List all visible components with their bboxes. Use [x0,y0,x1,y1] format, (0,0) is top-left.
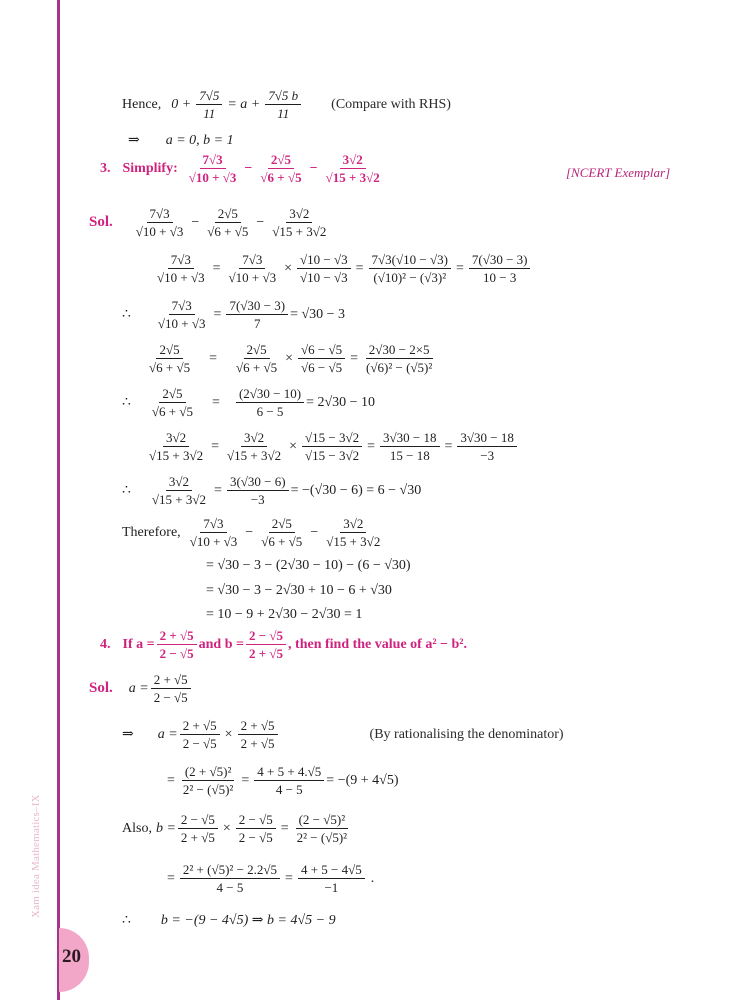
page-number: 20 [62,946,81,967]
step-line: = √30 − 3 − 2√30 + 10 − 6 + √30 [206,583,392,598]
expr-text: b = [155,820,176,836]
question-number: 3. [100,160,111,176]
fraction [323,152,383,185]
fraction [236,812,276,845]
denominator: √15 + 3√2 [326,534,381,549]
result-text: b = −(9 − 4√5) ⇒ b = 4√5 − 9 [160,913,336,928]
book-title-label: Xam idea Mathematics–IX [30,794,42,918]
denominator: √6 − √5 [301,360,343,375]
numerator: 4 + 5 + 4.√5 [254,764,324,781]
operator: × [285,350,294,366]
also-label: Also, [122,820,152,836]
numerator: 3√2 [241,430,267,447]
therefore-line [122,516,385,549]
fraction [178,812,218,845]
fraction [180,718,220,751]
denominator: √10 + √3 [157,316,206,331]
fraction [363,342,435,375]
solution-4-line1 [89,672,193,705]
numerator: 2√5 [215,206,241,223]
question-text: If a = [122,636,155,652]
denominator: √15 + 3√2 [227,448,282,463]
numerator: 3√2 [340,152,366,169]
denominator: −1 [324,880,339,895]
operator: = [355,260,364,276]
numerator: 3√30 − 18 [457,430,516,447]
operator: = [211,438,220,454]
numerator: 2√5 [156,342,182,359]
operator: = [209,350,218,366]
fraction [457,430,516,463]
solution-3-line6 [144,430,519,463]
implies-arrow: ⇒ [128,133,140,148]
fraction [186,152,240,185]
result-text: = −(9 + 4√5) [326,772,399,788]
denominator: 2 − √5 [238,830,273,845]
fraction [298,862,365,895]
implies-arrow: ⇒ [122,727,134,742]
numerator: √15 − 3√2 [302,430,362,447]
operator: = [455,260,464,276]
fraction [323,516,383,549]
numerator: 7√3 [169,298,195,315]
hence-line [122,88,451,121]
operator: = [444,438,453,454]
operator: × [222,820,231,836]
denominator: (√6)² − (√5)² [366,360,433,375]
minus-sign: − [309,160,318,176]
solution-3-line4 [144,342,437,375]
denominator: √15 + 3√2 [149,448,204,463]
question-4 [100,628,467,661]
numerator: 3√2 [163,430,189,447]
minus-sign: − [244,160,253,176]
operator: − [256,214,265,230]
fraction [151,672,191,705]
denominator: 4 − 5 [216,880,244,895]
solution-4-line6 [122,912,336,929]
operator: − [310,524,319,540]
fraction [227,474,289,507]
denominator: 2 − √5 [182,736,217,751]
operator: × [289,438,298,454]
operator: − [191,214,200,230]
question-number: 4. [100,636,111,652]
numerator: 2 + √5 [151,672,191,689]
operator: = [167,870,175,886]
denominator: √10 + √3 [188,170,237,185]
numerator: 3(√30 − 6) [227,474,289,491]
fraction [149,474,209,507]
denominator: √15 + 3√2 [325,170,380,185]
expr-text: a = [128,680,149,696]
numerator: 2 − √5 [236,812,276,829]
denominator: 2 − √5 [159,646,194,661]
therefore-symbol: ∴ [122,307,131,322]
therefore-label: Therefore, [122,524,181,540]
operator: = [167,772,175,788]
solution-3-line5 [122,386,375,419]
question-label: Simplify: [122,160,178,176]
result-text: = 2√30 − 10 [306,394,376,410]
numerator: 2 + √5 [157,628,197,645]
denominator: √10 + √3 [157,270,205,285]
fraction [226,252,280,285]
ncert-reference: [NCERT Exemplar] [566,165,671,180]
question-text: and b = [198,636,244,652]
therefore-symbol: ∴ [122,913,131,928]
numerator: 2√5 [268,152,294,169]
solution-label: Sol. [89,680,113,696]
fraction [187,516,241,549]
question-text: , then find the value of a² − b². [288,636,467,652]
numerator: 7√3 [239,252,265,269]
fraction [265,88,301,121]
operator: − [245,524,254,540]
result-text: = √30 − 3 [290,306,346,322]
denominator: √6 + √5 [207,224,249,239]
denominator: √6 + √5 [236,360,278,375]
operator: = [285,870,293,886]
fraction [180,764,236,797]
numerator: 3√2 [166,474,192,491]
numerator: 7√3 [168,252,194,269]
fraction [258,516,305,549]
fraction [154,252,208,285]
denominator: 11 [203,106,216,121]
numerator: 3√30 − 18 [380,430,439,447]
therefore-symbol: ∴ [122,395,131,410]
denominator: (√10)² − (√3)² [373,270,447,285]
numerator: 2 − √5 [246,628,286,645]
numerator: 7(√30 − 3) [226,298,288,315]
numerator: √6 − √5 [298,342,345,359]
step-line: = 10 − 9 + 2√30 − 2√30 = 1 [206,607,363,622]
question-3 [100,152,385,185]
numerator: 2² + (√5)² − 2.2√5 [180,862,280,879]
numerator: 7√5 [196,88,222,105]
therefore-symbol: ∴ [122,483,131,498]
denominator: √10 + √3 [189,534,238,549]
fraction [298,342,345,375]
denominator: 4 − 5 [275,782,303,797]
numerator: 2√5 [159,386,185,403]
fraction [297,252,351,285]
solution-label: Sol. [89,214,113,230]
fraction [294,812,350,845]
expr-text: a = [157,726,178,742]
numerator: 2√5 [269,516,295,533]
denominator: 11 [277,106,290,121]
hence-label: Hence, [122,96,162,112]
numerator: 7√3 [147,206,173,223]
numerator: 7√3 [200,516,226,533]
operator: = [212,394,220,410]
numerator: 2√5 [244,342,270,359]
denominator: √6 + √5 [261,534,303,549]
implies-line [128,132,234,149]
numerator: 2 − √5 [178,812,218,829]
numerator: 2 + √5 [180,718,220,735]
fraction [157,628,197,661]
fraction [254,764,324,797]
denominator: √10 − √3 [300,270,348,285]
denominator: 6 − 5 [256,404,284,419]
fraction [238,718,278,751]
fraction [204,206,251,239]
numerator: 7√3(√10 − √3) [369,252,451,269]
fraction [269,206,329,239]
numerator: 7√5 b [265,88,301,105]
fraction [226,298,288,331]
denominator: 2 − √5 [153,690,188,705]
operator: = [280,820,289,836]
denominator: −3 [480,448,495,463]
fraction [380,430,439,463]
denominator: √15 + 3√2 [151,492,207,507]
fraction [257,152,304,185]
operator: × [224,726,233,742]
expr-text: 0 + [171,96,192,112]
operator: = [367,438,376,454]
numerator: √10 − √3 [297,252,351,269]
denominator: 2 + √5 [248,646,284,661]
solution-3-line7 [122,474,421,507]
solution-4-line3 [164,764,399,797]
denominator: 2 + √5 [180,830,215,845]
numerator: 3√2 [340,516,366,533]
solution-3-line2 [152,252,532,285]
fraction [180,862,280,895]
operator: = [212,260,221,276]
step-line: = √30 − 3 − (2√30 − 10) − (6 − √30) [206,558,411,573]
solution-4-line5 [164,862,374,895]
denominator: √6 + √5 [151,404,194,419]
fraction [196,88,222,121]
fraction [224,430,284,463]
fraction [233,342,280,375]
fraction [302,430,362,463]
result-text: = −(√30 − 6) = 6 − √30 [290,482,422,498]
operator: = [214,482,222,498]
fraction [246,628,286,661]
denominator: √10 + √3 [228,270,277,285]
fraction [146,430,206,463]
denominator: 2 + √5 [240,736,275,751]
rationalising-note: (By rationalising the denominator) [369,726,564,742]
margin-rule [57,0,60,1000]
fraction [369,252,451,285]
numerator: 4 + 5 − 4√5 [298,862,365,879]
fraction [469,252,531,285]
denominator: 15 − 18 [389,448,430,463]
numerator: 3√2 [286,206,312,223]
solution-3-line3 [122,298,345,331]
result-text: a = 0, b = 1 [165,132,234,148]
denominator: −3 [250,492,265,507]
operator: × [284,260,293,276]
denominator: 10 − 3 [483,270,517,285]
solution-4-line4 [122,812,352,845]
fraction [149,386,196,419]
fraction [155,298,209,331]
operator: = [241,772,250,788]
solution-4-line2 [122,718,564,751]
operator: = [350,350,359,366]
compare-note: (Compare with RHS) [331,96,451,112]
numerator: (2 + √5)² [182,764,235,781]
period: . [370,870,375,886]
denominator: 2² − (√5)² [182,782,234,797]
numerator: (2 − √5)² [296,812,349,829]
numerator: 7(√30 − 3) [469,252,531,269]
expr-text: = a + [227,96,261,112]
denominator: √10 + √3 [135,224,184,239]
denominator: √6 + √5 [260,170,302,185]
numerator: 2√30 − 2×5 [366,342,433,359]
numerator: (2√30 − 10) [236,386,304,403]
fraction [146,342,193,375]
denominator: √6 + √5 [149,360,191,375]
denominator: 7 [254,316,261,331]
operator: = [213,306,222,322]
denominator: 2² − (√5)² [296,830,348,845]
numerator: 2 + √5 [238,718,278,735]
solution-3-line1 [89,206,331,239]
denominator: √15 + 3√2 [272,224,327,239]
denominator: √15 − 3√2 [305,448,360,463]
fraction [236,386,304,419]
fraction [133,206,187,239]
numerator: 7√3 [200,152,226,169]
